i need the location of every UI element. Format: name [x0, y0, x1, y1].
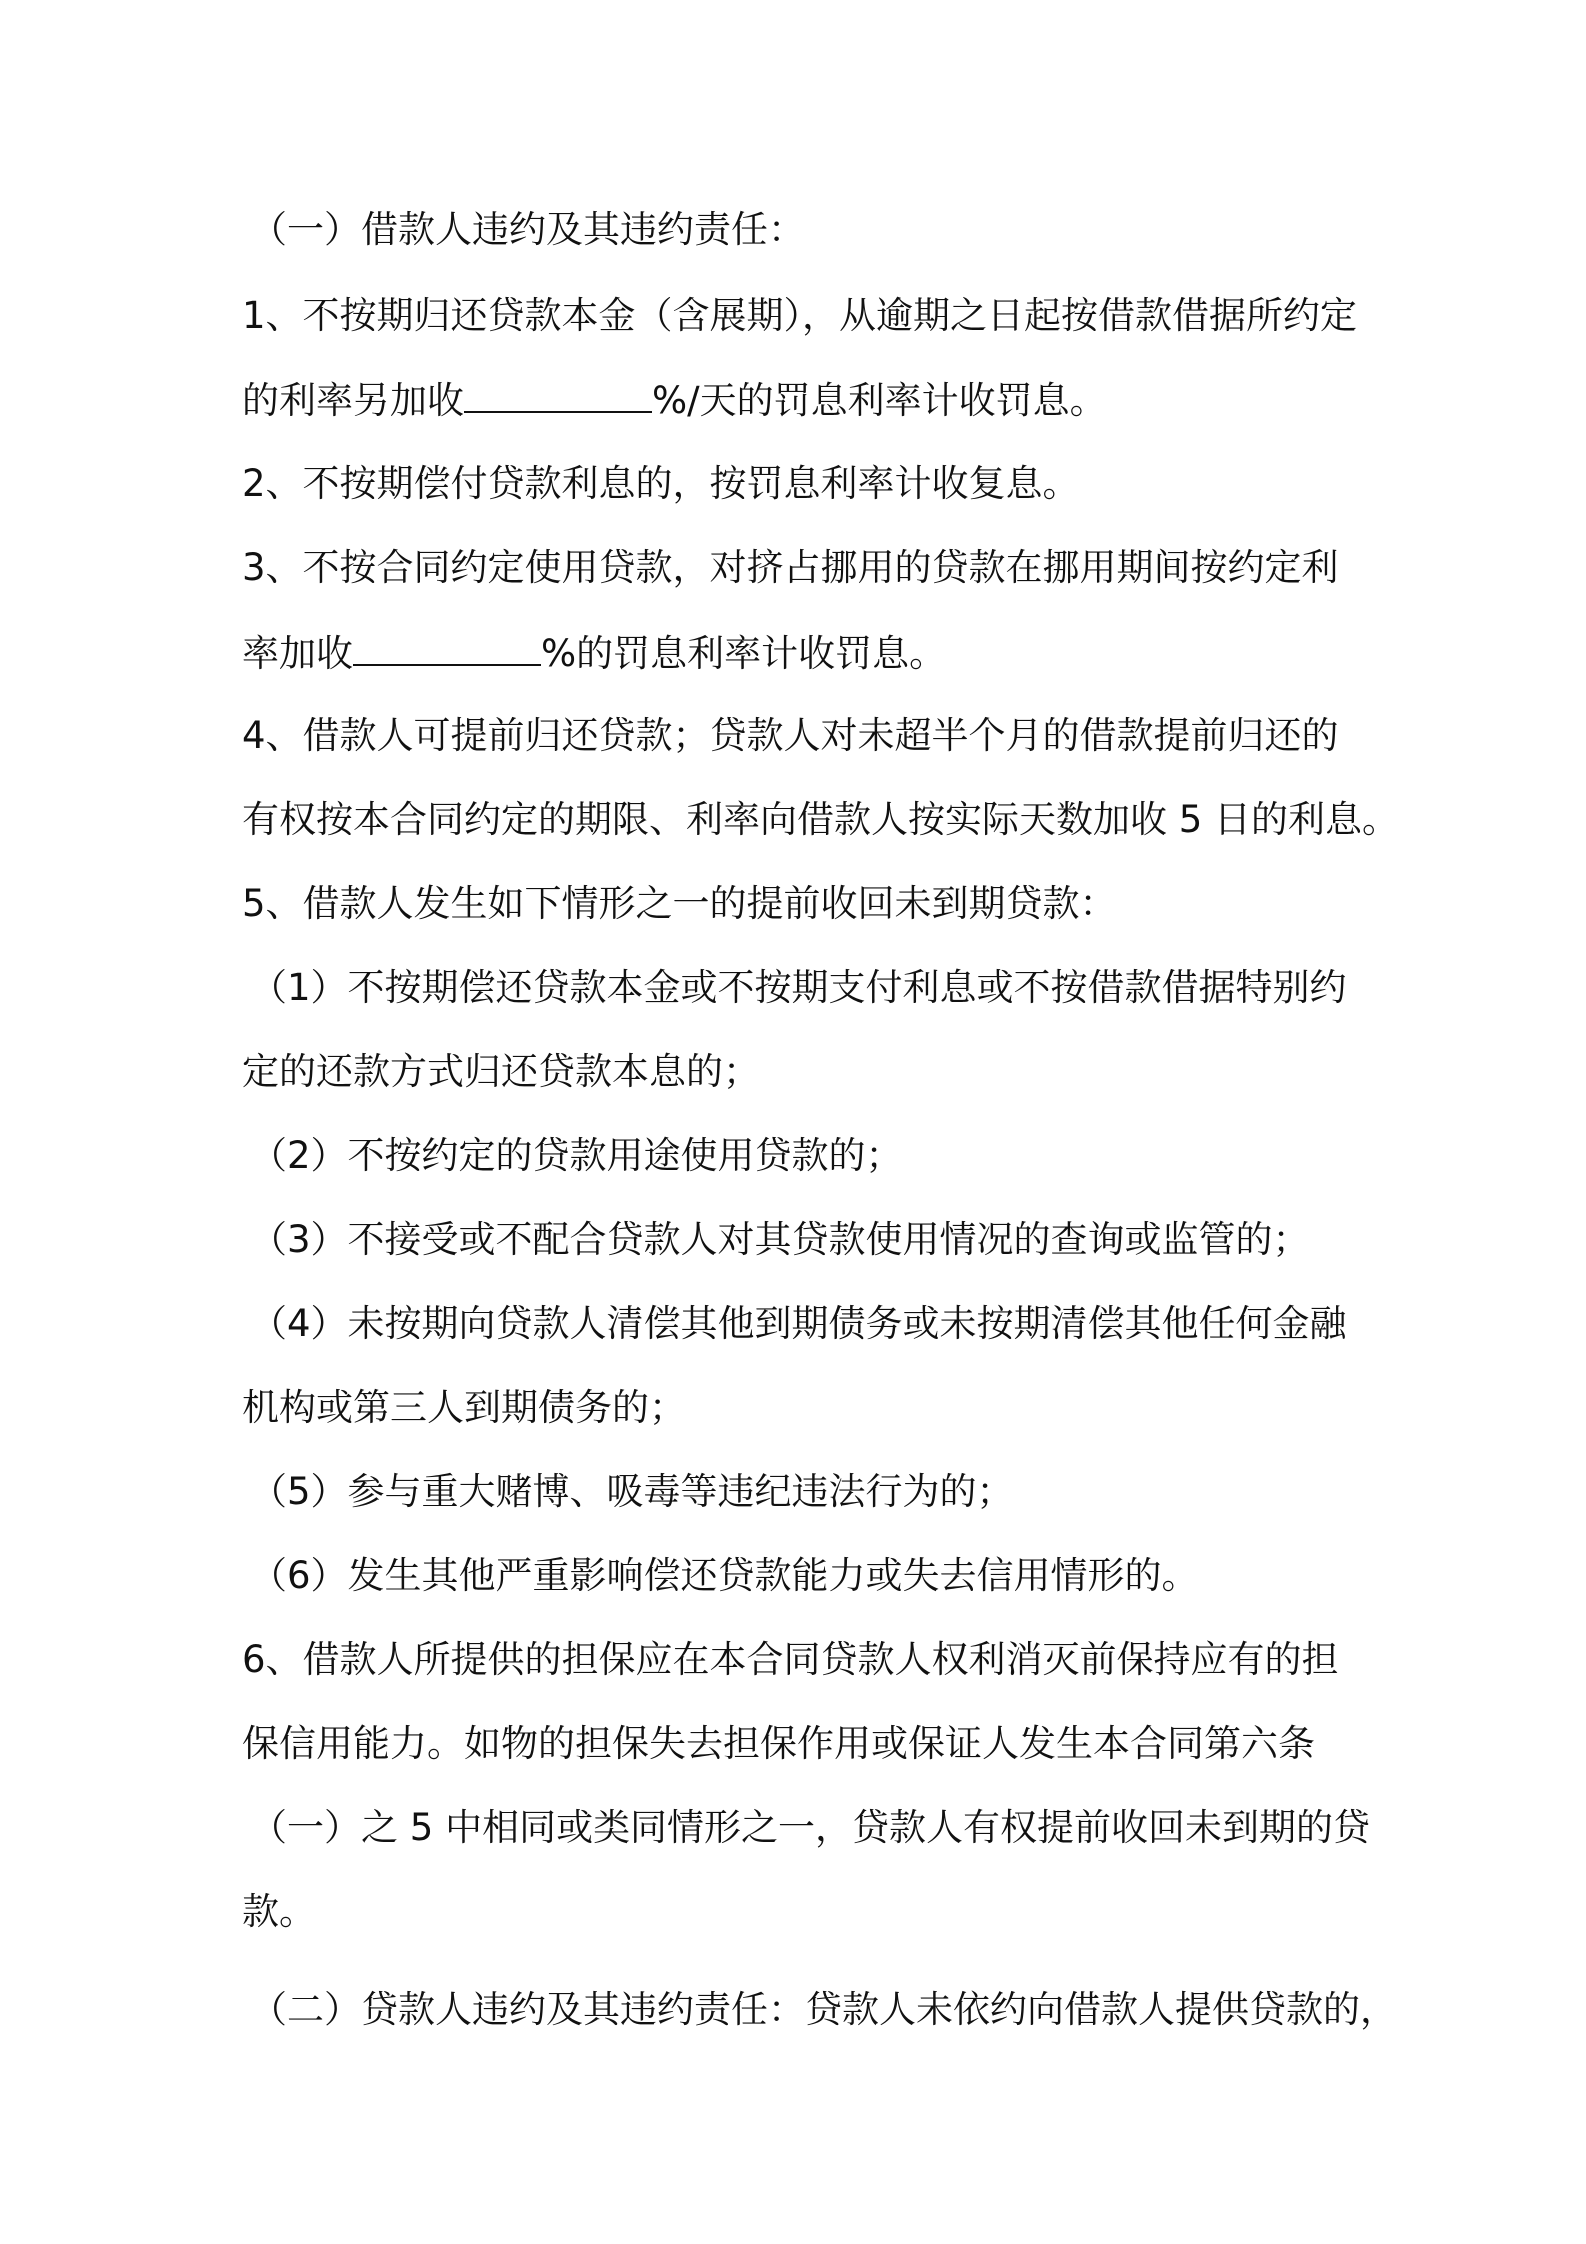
clause-1-text-before-blank: 的利率另加收 [242, 379, 464, 422]
section-heading-lender-default: （二）贷款人违约及其违约责任：贷款人未依约向借款人提供贷款的， [250, 1988, 1397, 2031]
clause-4-line-2: 有权按本合同约定的期限、利率向借款人按实际天数加收 5 日的利息。 [242, 798, 1400, 841]
clause-3-text-before-blank: 率加收 [242, 632, 353, 675]
item-5: （5）参与重大赌博、吸毒等违纪违法行为的； [250, 1470, 1014, 1513]
clause-1-line-1: 1、不按期归还贷款本金（含展期），从逾期之日起按借款借据所约定 [242, 294, 1358, 337]
item-1-line-2: 定的还款方式归还贷款本息的； [242, 1050, 760, 1093]
misuse-penalty-rate-blank [353, 624, 541, 666]
clause-6-line-2: 保信用能力。如物的担保失去担保作用或保证人发生本合同第六条 [242, 1722, 1315, 1765]
clause-3-text-after-blank: %的罚息利率计收罚息。 [541, 632, 947, 675]
penalty-rate-blank [464, 371, 652, 413]
clause-6-line-3: （一）之 5 中相同或类同情形之一，贷款人有权提前收回未到期的贷 [250, 1806, 1371, 1849]
clause-6-line-1: 6、借款人所提供的担保应在本合同贷款人权利消灭前保持应有的担 [242, 1638, 1339, 1681]
clause-3-line-2 [242, 624, 946, 682]
clause-1-line-2 [242, 371, 1107, 429]
item-6: （6）发生其他严重影响偿还贷款能力或失去信用情形的。 [250, 1554, 1199, 1597]
section-heading-borrower-default: （一）借款人违约及其违约责任： [250, 208, 805, 251]
item-1-line-1: （1）不按期偿还贷款本金或不按期支付利息或不按借款借据特别约 [250, 966, 1347, 1009]
clause-6-line-4: 款。 [242, 1890, 316, 1933]
item-2: （2）不按约定的贷款用途使用贷款的； [250, 1134, 903, 1177]
clause-1-text-after-blank: %/天的罚息利率计收罚息。 [652, 379, 1107, 422]
clause-2: 2、不按期偿付贷款利息的，按罚息利率计收复息。 [242, 462, 1080, 505]
item-4-line-1: （4）未按期向贷款人清偿其他到期债务或未按期清偿其他任何金融 [250, 1302, 1347, 1345]
item-3: （3）不接受或不配合贷款人对其贷款使用情况的查询或监管的； [250, 1218, 1310, 1261]
clause-3-line-1: 3、不按合同约定使用贷款，对挤占挪用的贷款在挪用期间按约定利 [242, 546, 1339, 589]
item-4-line-2: 机构或第三人到期债务的； [242, 1386, 686, 1429]
clause-4-line-1: 4、借款人可提前归还贷款；贷款人对未超半个月的借款提前归还的 [242, 714, 1339, 757]
clause-5-heading: 5、借款人发生如下情形之一的提前收回未到期贷款： [242, 882, 1117, 925]
